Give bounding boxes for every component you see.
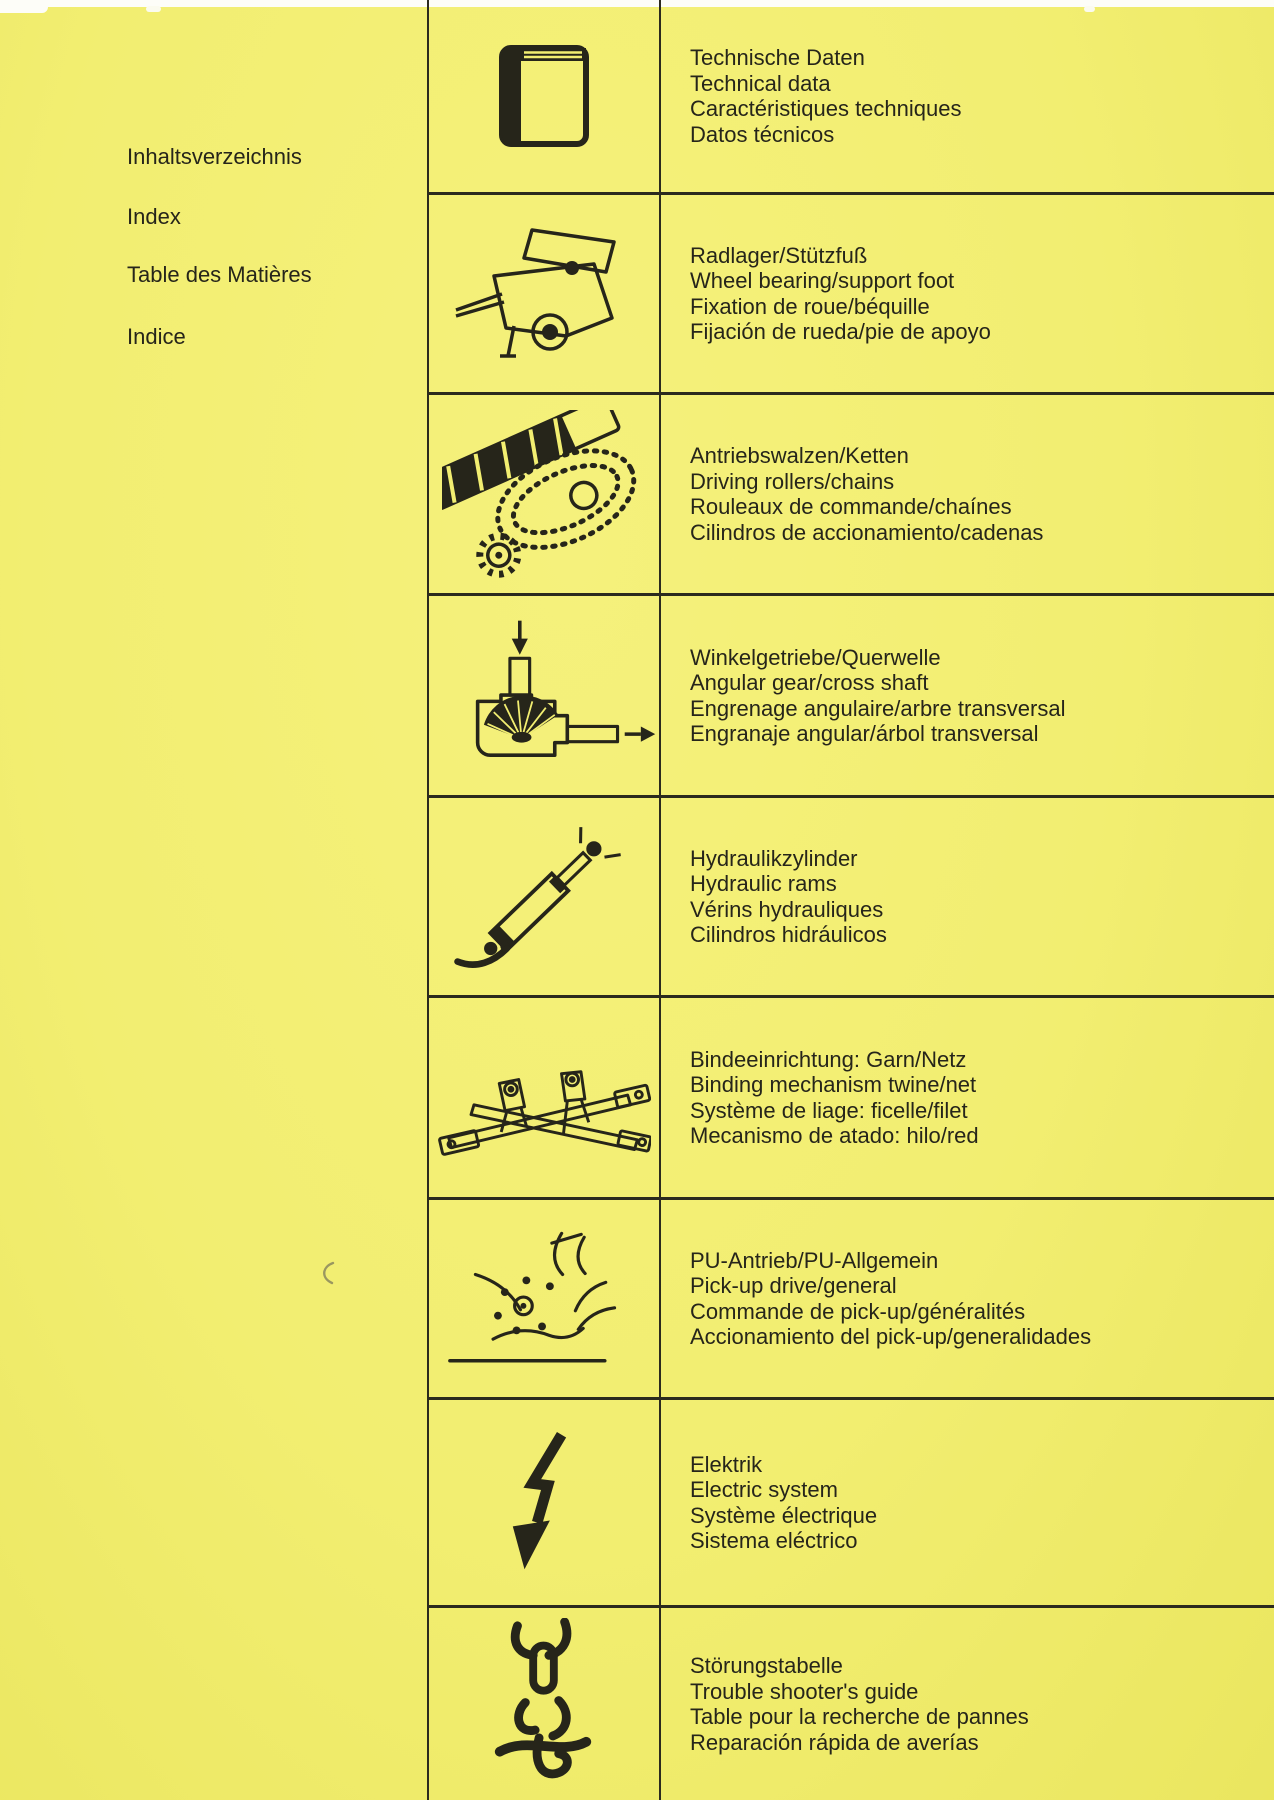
entry-line-es: Cilindros hidráulicos [690,922,887,947]
entry-line-de: Bindeeinrichtung: Garn/Netz [690,1046,967,1072]
icon-cell [429,998,659,1197]
toc-row-trouble-shooting [429,1608,1274,1800]
baler-wheel-icon [454,224,634,364]
toc-row-angular-gear [429,596,1274,798]
entry-line-de: Hydraulikzylinder [690,845,858,871]
hydraulic-ram-icon [444,802,644,992]
entry-line-fr: Caractéristiques techniques [690,96,962,121]
entry-line-es: Reparación rápida de averías [690,1729,979,1755]
icon-cell [429,395,659,593]
entry-line-de: PU-Antrieb/PU-Allgemein [690,1247,939,1273]
entry-text [659,798,1274,995]
entry-line-fr: Engrenage angulaire/arbre transversal [690,695,1066,721]
entry-line-en: Driving rollers/chains [690,468,895,494]
toc-row-wheel-bearing [429,195,1274,395]
entry-line-es: Sistema eléctrico [690,1528,858,1553]
entry-text [659,395,1274,593]
icon-cell [429,0,659,192]
broken-chain-icon [489,1618,599,1790]
entry-line-fr: Rouleaux de commande/chaínes [690,494,1012,519]
column-divider-line [659,0,661,1800]
toc-row-pickup [429,1200,1274,1400]
entry-line-en: Hydraulic rams [690,871,837,896]
entry-line-de: Störungstabelle [690,1653,843,1678]
entry-line-es: Accionamiento del pick-up/generalidades [690,1324,1092,1349]
icon-cell [429,798,659,995]
entry-line-en: Binding mechanism twine/net [690,1072,977,1097]
heading-table-des-matieres: Table des Matières [127,262,312,287]
icon-cell [429,1608,659,1800]
toc-row-electric-system [429,1400,1274,1608]
scan-artifact [0,0,48,13]
contents-table [427,0,1274,1800]
entry-line-de: Antriebswalzen/Ketten [690,443,909,468]
entry-line-fr: Système de liage: ficelle/filet [690,1097,968,1123]
pickup-icon [446,1225,642,1373]
toc-row-hydraulic-rams [429,798,1274,998]
binding-mechanism-icon [437,1025,651,1171]
icon-cell [429,596,659,795]
entry-line-en: Wheel bearing/support foot [690,268,955,293]
roller-chain-icon [442,410,646,578]
toc-row-binding-mechanism [429,998,1274,1200]
entry-line-fr: Système électrique [690,1502,878,1528]
entry-line-en: Trouble shooter's guide [690,1678,919,1704]
entry-line-fr: Vérins hydrauliques [690,896,884,922]
entry-line-es: Cilindros de accionamiento/cadenas [690,519,1044,545]
toc-row-driving-rollers [429,395,1274,596]
entry-line-en: Pick-up drive/general [690,1273,897,1298]
entry-line-de: Winkelgetriebe/Querwelle [690,644,941,670]
heading-indice: Indice [127,324,186,349]
entry-line-fr: Fixation de roue/béquille [690,293,930,319]
entry-line-es: Engranaje angular/árbol transversal [690,721,1039,746]
entry-line-fr: Commande de pick-up/généralités [690,1298,1026,1324]
entry-line-en: Electric system [690,1477,838,1502]
entry-text [659,0,1274,192]
icon-cell [429,1400,659,1605]
entry-text [659,1200,1274,1397]
entry-text [659,998,1274,1197]
angular-gear-icon [431,613,657,779]
scan-artifact [146,6,161,12]
entry-line-es: Datos técnicos [690,121,835,147]
entry-line-en: Technical data [690,70,831,96]
entry-text [659,1608,1274,1800]
entry-text [659,195,1274,392]
heading-inhaltsverzeichnis: Inhaltsverzeichnis [127,144,302,169]
entry-line-fr: Table pour la recherche de pannes [690,1704,1029,1729]
entry-text [659,596,1274,795]
book-icon [498,42,590,150]
entry-line-es: Fijación de rueda/pie de apoyo [690,319,991,344]
entry-line-de: Technische Daten [690,45,865,70]
toc-row-technical-data [429,0,1274,195]
pen-mark [317,1260,337,1286]
icon-cell [429,195,659,392]
entry-line-es: Mecanismo de atado: hilo/red [690,1123,979,1148]
icon-cell [429,1200,659,1397]
heading-index: Index [127,204,181,229]
entry-line-en: Angular gear/cross shaft [690,670,929,695]
lightning-icon [494,1425,594,1581]
entry-text [659,1400,1274,1605]
entry-line-de: Elektrik [690,1451,763,1477]
entry-line-de: Radlager/Stützfuß [690,242,868,268]
